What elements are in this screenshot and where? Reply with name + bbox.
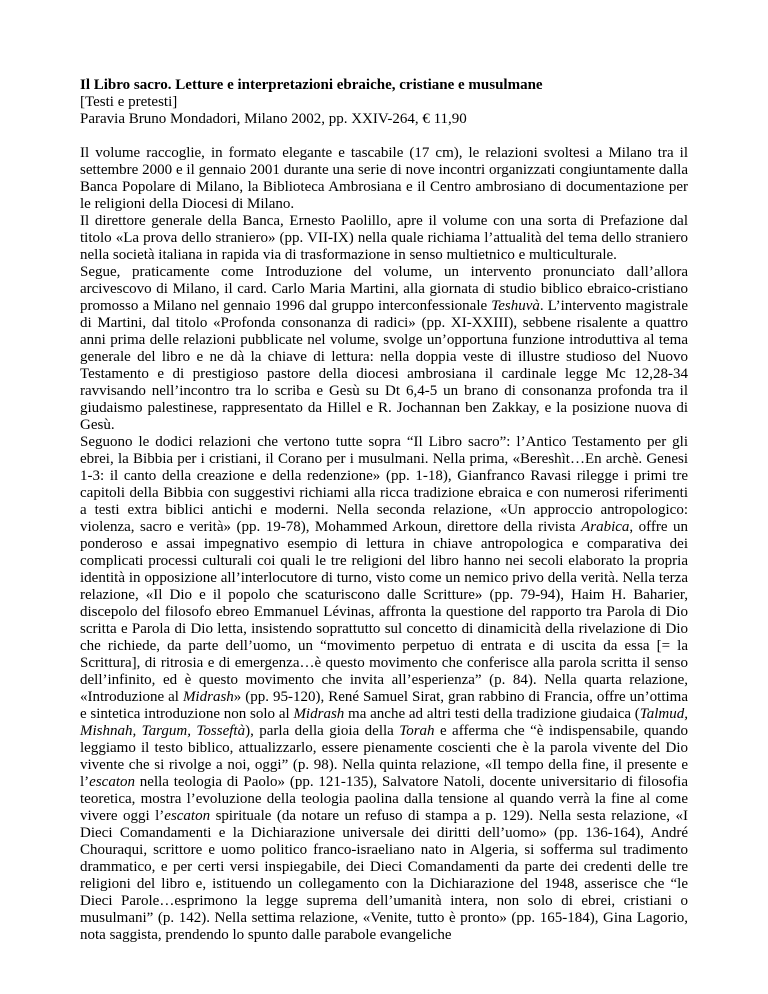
text-run: ), parla della gioia della — [245, 723, 400, 739]
italic-term: Talmud, Mishnah, Targum, Tosseftà — [80, 706, 688, 739]
paragraph-preface: Il direttore generale della Banca, Ernesto Paolillo, apre il volume con una sorta di Prefazione dal titolo «La prova dello straniero» (pp. VII-IX) nella quale richiama l’attualità del tema dello straniero nella società italiana in rapida via di trasformazione in senso multietnico e multiculturale. — [80, 213, 688, 263]
document-page — [80, 77, 688, 944]
italic-term: Arabica — [581, 519, 630, 535]
text-run: . L’intervento magistrale di Martini, dal titolo «Profonda consonanza di radici» (pp. XI-XXIII), sebbene risalente a quattro anni prima delle relazioni pubblicate nel volume, svolge un’opportuna funzione introduttiva al tema generale del libro e ne dà la chiave di lettura: nella doppia veste di illustre studioso del Nuovo Testamento e di prestigioso pastore della diocesi ambrosiana il cardinale legge Mc 12,28-34 ravvisando nell’incontro tra lo scriba e Gesù su Dt 6,4-5 un brano di consonanza profonda tra il giudaismo palestinese, rappresentato da Hillel e R. Jochannan ben Zakkay, e la posizione nuova di Gesù. — [80, 298, 688, 433]
text-run: e afferma che “è indispensabile, quando leggiamo il testo biblico, attualizzarlo, essere pienamente coscienti che è la parola vivente del Dio vivente che si rivolge a noi, oggi” (p. 98). Nella quinta relazione, «Il tempo della fine, il presente e l’ — [80, 723, 688, 790]
publisher-info: Paravia Bruno Mondadori, Milano 2002, pp. XXIV-264, € 11,90 — [80, 111, 467, 127]
italic-term: escaton — [89, 774, 135, 790]
paragraph-intro: Il volume raccoglie, in formato elegante e tascabile (17 cm), le relazioni svoltesi a Milano tra il settembre 2000 e il gennaio 2001 durante una serie di nove incontri organizzati congiuntamente dalla Banca Popolare di Milano, la Biblioteca Ambrosiana e il Centro ambrosiano di documentazione per le religioni della Diocesi di Milano. — [80, 145, 688, 212]
italic-term: escaton — [164, 808, 211, 824]
text-run: , offre un ponderoso e assai impegnativo esempio di lettura in chiave antropologica e comparativa dei complicati processi culturali coi quali le tre religioni del libro hanno nei secoli elaborato la propria identità in opposizione all’interlocutore di turno, visto come un nemico privo della verità. Nella terza relazione, «Il Dio e il popolo che scaturiscono dalle Scritture» (pp. 79-94), Haim H. Baharier, discepolo del filosofo ebreo Emmanuel Lévinas, affronta la questione del rapporto tra Parola di Dio scritta e Parola di Dio letta, insistendo soprattutto sul concetto di dinamicità della rivelazione di Dio che richiede, da parte dell’uomo, un “movimento perpetuo di entrata e di uscita da essa [= la Scrittura], di ritrosia e di emergenza…è questo movimento che conferisce alla parola scritta il senso dell’infinito, ed è questo movimento che invita all’esperienza” (p. 84). Nella quarta relazione, «Introduzione al — [80, 519, 689, 705]
italic-term: Torah — [399, 723, 435, 739]
text-run: Seguono le dodici relazioni che vertono tutte sopra “Il Libro sacro”: l’Antico Testamento per gli ebrei, la Bibbia per i cristiani, il Corano per i musulmani. Nella prima, «Bereshìt…En archè. Genesi 1-3: il canto della creazione e della redenzione» (pp. 1-18), Gianfranco Ravasi rilegge i primi tre capitoli della Bibbia con suggestivi richiami alla ricca tradizione ebraica e con numerosi riferimenti a testi extra biblici antichi e moderni. Nella seconda relazione, «Un approccio antropologico: violenza, sacro e verità» (pp. 19-78), Mohammed Arkoun, direttore della rivista — [80, 434, 688, 535]
text-run: ma anche ad altri testi della tradizione giudaica ( — [344, 706, 640, 722]
text-run: nella teologia di Paolo» (pp. 121-135), Salvatore Natoli, docente universitario di filosofia teoretica, mostra l’evoluzione della teologia paolina dalla tensione al quando verrà la fine al come vivere oggi l’ — [80, 774, 688, 824]
book-series: [Testi e pretesti] — [80, 94, 178, 110]
italic-term: Teshuvà — [491, 298, 540, 314]
text-run: » (pp. 95-120), René Samuel Sirat, gran rabbino di Francia, offre un’ottima e sintetica introduzione non solo al — [80, 689, 688, 722]
italic-term: Midrash — [293, 706, 345, 722]
book-title: Il Libro sacro. Letture e interpretazioni ebraiche, cristiane e musulmane — [80, 77, 543, 93]
italic-term: Midrash — [182, 689, 234, 705]
blank-line — [80, 128, 688, 145]
text-run: spirituale (da notare un refuso di stampa a p. 129). Nella sesta relazione, «I Dieci Comandamenti e la Dichiarazione universale dei diritti dell’uomo» (pp. 136-164), André Chouraqui, scrittore e uomo politico franco-israeliano nato in Algeria, si sofferma sul tradimento drammatico, e per certi versi inspiegabile, dei Dieci Comandamenti da parte dei credenti delle tre religioni del libro e, istituendo un collegamento con la Dichiarazione del 1948, asserisce che “le Dieci Parole…esprimono la legge suprema dell’umanità intera, non solo di ebrei, cristiani o musulmani” (p. 142). Nella settima relazione, «Venite, tutto è pronto» (pp. 165-184), Gina Lagorio, nota saggista, prendendo lo spunto dalle parabole evangeliche — [80, 808, 688, 943]
paragraph-martini — [80, 264, 688, 434]
text-run: Segue, praticamente come Introduzione del volume, un intervento pronunciato dall’allora arcivescovo di Milano, il card. Carlo Maria Martini, alla giornata di studio biblico ebraico-cristiano promosso a Milano nel gennaio 1996 dal gruppo interconfessionale — [80, 264, 688, 314]
paragraph-relations — [80, 434, 688, 944]
